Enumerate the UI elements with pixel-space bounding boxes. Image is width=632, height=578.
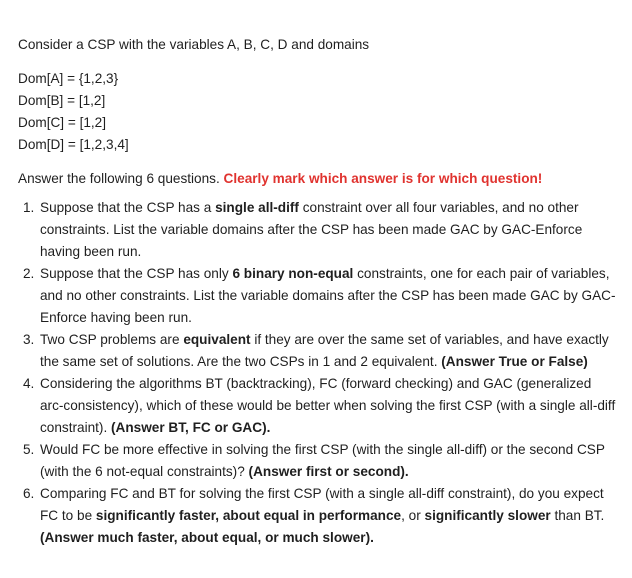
domain-list	[18, 68, 618, 156]
answer-prompt-text: Answer the following 6 questions.	[18, 171, 224, 186]
domain-c: Dom[C] = [1,2]	[18, 115, 107, 130]
domain-b: Dom[B] = [1,2]	[18, 93, 106, 108]
question-bold-text: (Answer True or False)	[441, 354, 588, 369]
question-bold-text: equivalent	[183, 332, 251, 347]
question-bold-text: (Answer first or second).	[248, 464, 409, 479]
question-bold-text: significantly slower	[424, 508, 551, 523]
question-text: Would FC be more effective in solving the first CSP (with the single all-diff) or the second CSP (with the 6 not-equal constraints)?	[40, 442, 605, 479]
question-item	[18, 197, 618, 263]
question-item	[18, 373, 618, 439]
question-text: constraint over all four variables, and no other constraints. List the variable domains after the CSP has been made GAC by GAC-Enforce having been run.	[40, 200, 583, 259]
question-item	[18, 483, 618, 549]
question-list	[18, 197, 618, 549]
question-text: constraints, one for each pair of variables, and no other constraints. List the variable domains after the CSP has been made GAC by GAC-Enforce having been run.	[40, 266, 616, 325]
question-number: 4.	[23, 376, 35, 391]
answer-instructions	[18, 168, 618, 190]
question-item	[18, 329, 618, 373]
question-item	[18, 263, 618, 329]
question-number: 5.	[23, 442, 35, 457]
question-bold-text: (Answer much faster, about equal, or much slower).	[40, 530, 374, 545]
question-number: 3.	[23, 332, 35, 347]
answer-warning: Clearly mark which answer is for which question!	[223, 171, 543, 186]
question-number: 2.	[23, 266, 35, 281]
intro-text: Consider a CSP with the variables A, B, C, D and domains	[18, 37, 370, 52]
question-number: 6.	[23, 486, 35, 501]
question-text: if they are over the same set of variables, and have exactly the same set of solutions. Are the two CSPs in 1 and 2 equivalent.	[40, 332, 609, 369]
question-bold-text: about equal in performance	[222, 508, 402, 523]
domain-d: Dom[D] = [1,2,3,4]	[18, 137, 129, 152]
question-text: Comparing FC and BT for solving the first CSP (with a single all-diff constraint), do you expect FC to be	[40, 486, 604, 523]
question-number: 1.	[23, 200, 35, 215]
question-bold-text: (Answer BT, FC or GAC).	[111, 420, 271, 435]
question-bold-text: 6 binary non-equal	[232, 266, 354, 281]
question-bold-text: single all-diff	[215, 200, 299, 215]
question-item	[18, 439, 618, 483]
question-text: Suppose that the CSP has a	[40, 200, 216, 215]
document-page	[18, 34, 618, 549]
question-text: , or	[401, 508, 425, 523]
question-text: Two CSP problems are	[40, 332, 184, 347]
question-bold-text: significantly faster,	[95, 508, 220, 523]
question-text: than BT.	[550, 508, 605, 523]
question-text: Considering the algorithms BT (backtracking), FC (forward checking) and GAC (generalized arc-consistency), which of these would be better when solving the first CSP (with a single all-diff constraint).	[40, 376, 616, 435]
question-text: Suppose that the CSP has only	[40, 266, 233, 281]
domain-a: Dom[A] = {1,2,3}	[18, 71, 119, 86]
